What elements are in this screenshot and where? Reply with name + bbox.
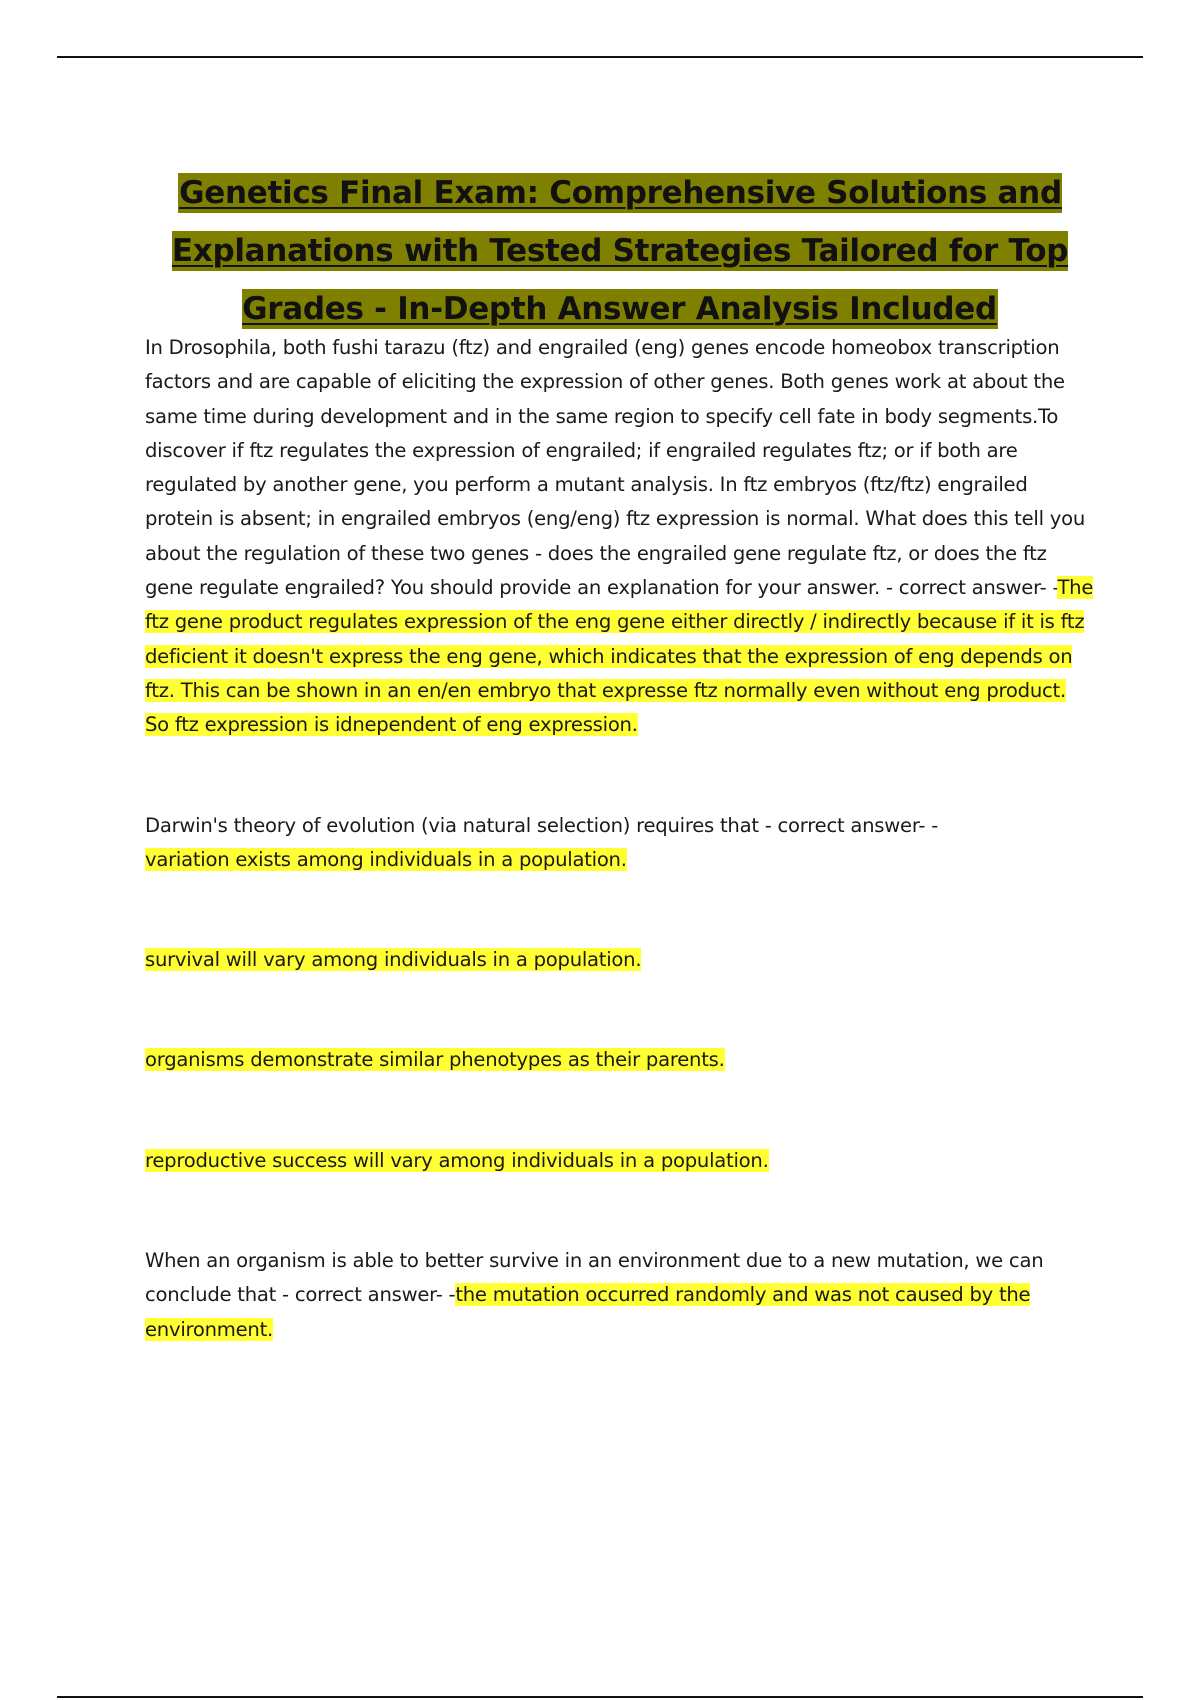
answer-line (145, 1043, 1095, 1077)
answer-highlight: survival will vary among individuals in a population. (145, 948, 642, 972)
answer-highlight: organisms demonstrate similar phenotypes as their parents. (145, 1048, 725, 1072)
answer-highlight: reproductive success will vary among individuals in a population. (145, 1148, 769, 1172)
top-rule (57, 56, 1143, 58)
answer-highlight: variation exists among individuals in a population. (145, 847, 627, 871)
question-text: Darwin's theory of evolution (via natural selection) requires that - correct answer- - (145, 813, 939, 837)
page-title-text: Genetics Final Exam: Comprehensive Solutions and Explanations with Tested Strategies Tailored for Top Grades - In-Depth Answer Analysis Included (171, 174, 1069, 327)
answer-highlight: The ftz gene product regulates expression of the eng gene either directly / indirectly because if it is ftz deficient it doesn't express the eng gene, which indicates that the expression of eng depends on ftz. This can be shown in an en/en embryo that expresse ftz normally even without eng product. So ftz expression is idnependent of eng expression. (145, 576, 1094, 737)
answer-highlight: the mutation occurred randomly and was not caused by the environment. (145, 1283, 1031, 1341)
document-body (145, 331, 1095, 1347)
answer-line (145, 943, 1095, 977)
page-title (130, 164, 1110, 338)
question-text: In Drosophila, both fushi tarazu (ftz) and engrailed (eng) genes encode homeobox transcription factors and are capable of eliciting the expression of other genes. Both genes work at about the same time during development and in the same region to specify cell fate in body segments.To discover if ftz regulates the expression of engrailed; if engrailed regulates ftz; or if both are regulated by another gene, you perform a mutant analysis. In ftz embryos (ftz/ftz) engrailed protein is absent; in engrailed embryos (eng/eng) ftz expression is normal. What does this tell you about the regulation of these two genes - does the engrailed gene regulate ftz, or does the ftz gene regulate engrailed? You should provide an explanation for your answer. - correct answer- - (145, 336, 1086, 600)
answer-line (145, 1144, 1095, 1178)
question-block (145, 809, 1095, 878)
question-block (145, 1244, 1095, 1347)
bottom-rule (57, 1696, 1143, 1698)
question-block (145, 331, 1095, 743)
question-text: When an organism is able to better survive in an environment due to a new mutation, we can conclude that - correct answer- - (145, 1249, 1044, 1307)
